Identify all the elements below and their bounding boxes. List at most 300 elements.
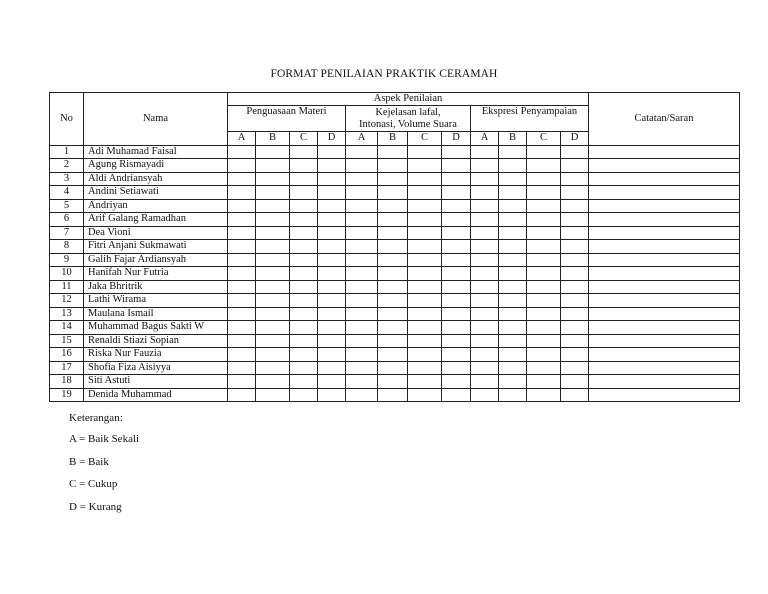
grade-cell bbox=[527, 388, 561, 402]
grade-cell bbox=[442, 226, 471, 240]
grade-cell bbox=[290, 267, 318, 281]
grade-cell bbox=[228, 159, 256, 173]
row-number: 14 bbox=[50, 321, 84, 335]
row-number: 6 bbox=[50, 213, 84, 227]
grade-cell bbox=[318, 307, 346, 321]
grade-cell bbox=[256, 375, 290, 389]
grade-cell bbox=[318, 388, 346, 402]
grade-cell bbox=[346, 213, 378, 227]
grade-cell bbox=[256, 240, 290, 254]
grade-cell bbox=[256, 361, 290, 375]
grade-cell bbox=[499, 159, 527, 173]
grade-cell bbox=[256, 348, 290, 362]
grade-cell bbox=[408, 361, 442, 375]
student-name: Siti Astuti bbox=[84, 375, 228, 389]
table-row bbox=[50, 294, 740, 308]
grade-cell bbox=[346, 388, 378, 402]
grade-cell bbox=[346, 172, 378, 186]
row-number: 3 bbox=[50, 172, 84, 186]
grade-cell bbox=[378, 226, 408, 240]
grade-cell bbox=[228, 213, 256, 227]
grade-cell bbox=[228, 186, 256, 200]
grade-cell bbox=[346, 267, 378, 281]
grade-cell bbox=[346, 199, 378, 213]
grade-cell bbox=[408, 240, 442, 254]
grade-cell bbox=[499, 199, 527, 213]
grade-cell bbox=[471, 145, 499, 159]
grade-cell bbox=[290, 361, 318, 375]
grade-cell bbox=[442, 145, 471, 159]
grade-cell bbox=[256, 294, 290, 308]
grade-cell bbox=[408, 348, 442, 362]
grade-cell bbox=[527, 186, 561, 200]
grade-cell bbox=[561, 307, 589, 321]
student-name: Jaka Bhritrik bbox=[84, 280, 228, 294]
grade-header-cell: B bbox=[378, 132, 408, 146]
grade-cell bbox=[471, 321, 499, 335]
grade-header-cell: B bbox=[499, 132, 527, 146]
grade-cell bbox=[228, 294, 256, 308]
grade-cell bbox=[346, 361, 378, 375]
grade-cell bbox=[527, 280, 561, 294]
grade-cell bbox=[408, 280, 442, 294]
row-number: 12 bbox=[50, 294, 84, 308]
grade-cell bbox=[471, 307, 499, 321]
grade-cell bbox=[471, 294, 499, 308]
student-name: Arif Galang Ramadhan bbox=[84, 213, 228, 227]
grade-cell bbox=[442, 213, 471, 227]
grade-cell bbox=[442, 307, 471, 321]
row-number: 7 bbox=[50, 226, 84, 240]
grade-cell bbox=[561, 145, 589, 159]
grade-cell bbox=[228, 361, 256, 375]
grade-cell bbox=[256, 280, 290, 294]
grade-cell bbox=[318, 159, 346, 173]
grade-cell bbox=[318, 172, 346, 186]
grade-cell bbox=[561, 388, 589, 402]
grade-cell bbox=[408, 159, 442, 173]
student-name: Riska Nur Fauzia bbox=[84, 348, 228, 362]
grade-cell bbox=[442, 280, 471, 294]
row-number: 8 bbox=[50, 240, 84, 254]
grade-cell bbox=[561, 348, 589, 362]
grade-cell bbox=[256, 307, 290, 321]
row-number: 13 bbox=[50, 307, 84, 321]
grade-cell bbox=[318, 240, 346, 254]
grade-cell bbox=[527, 294, 561, 308]
grade-cell bbox=[318, 145, 346, 159]
student-name: Adi Muhamad Faisal bbox=[84, 145, 228, 159]
catatan-cell bbox=[589, 375, 740, 389]
grade-header-cell: C bbox=[290, 132, 318, 146]
grade-cell bbox=[442, 388, 471, 402]
grade-cell bbox=[471, 240, 499, 254]
grade-cell bbox=[378, 361, 408, 375]
catatan-cell bbox=[589, 321, 740, 335]
grade-cell bbox=[290, 199, 318, 213]
grade-cell bbox=[290, 145, 318, 159]
catatan-cell bbox=[589, 361, 740, 375]
grade-cell bbox=[561, 361, 589, 375]
grade-cell bbox=[346, 348, 378, 362]
table-row bbox=[50, 199, 740, 213]
grade-cell bbox=[499, 307, 527, 321]
grade-cell bbox=[346, 307, 378, 321]
grade-cell bbox=[346, 240, 378, 254]
student-name: Renaldi Stiazi Sopian bbox=[84, 334, 228, 348]
catatan-cell bbox=[589, 280, 740, 294]
table-row bbox=[50, 213, 740, 227]
grade-cell bbox=[256, 186, 290, 200]
grade-cell bbox=[318, 334, 346, 348]
grade-cell bbox=[318, 321, 346, 335]
grade-cell bbox=[471, 280, 499, 294]
grade-cell bbox=[378, 145, 408, 159]
grade-cell bbox=[408, 226, 442, 240]
grade-cell bbox=[346, 159, 378, 173]
grade-cell bbox=[228, 375, 256, 389]
grade-cell bbox=[408, 199, 442, 213]
grade-cell bbox=[527, 267, 561, 281]
table-row bbox=[50, 172, 740, 186]
table-row bbox=[50, 253, 740, 267]
catatan-cell bbox=[589, 348, 740, 362]
grade-cell bbox=[527, 321, 561, 335]
grade-cell bbox=[527, 348, 561, 362]
grade-cell bbox=[228, 280, 256, 294]
grade-cell bbox=[499, 186, 527, 200]
grade-cell bbox=[442, 267, 471, 281]
grade-cell bbox=[318, 199, 346, 213]
grade-cell bbox=[499, 334, 527, 348]
table-row bbox=[50, 361, 740, 375]
grade-cell bbox=[499, 267, 527, 281]
assessment-table bbox=[49, 92, 740, 402]
catatan-cell bbox=[589, 334, 740, 348]
student-name: Dea Vioni bbox=[84, 226, 228, 240]
grade-header-cell: D bbox=[561, 132, 589, 146]
grade-cell bbox=[290, 307, 318, 321]
grade-cell bbox=[408, 145, 442, 159]
table-row bbox=[50, 348, 740, 362]
grade-cell bbox=[561, 375, 589, 389]
grade-cell bbox=[228, 226, 256, 240]
grade-cell bbox=[346, 280, 378, 294]
grade-cell bbox=[228, 199, 256, 213]
grade-cell bbox=[378, 348, 408, 362]
grade-cell bbox=[442, 199, 471, 213]
grade-cell bbox=[256, 334, 290, 348]
grade-cell bbox=[290, 280, 318, 294]
legend-item-b: B = Baik bbox=[69, 456, 109, 468]
header-kejelasan bbox=[346, 106, 471, 132]
table-row bbox=[50, 388, 740, 402]
grade-cell bbox=[561, 267, 589, 281]
grade-cell bbox=[442, 361, 471, 375]
grade-cell bbox=[527, 375, 561, 389]
grade-cell bbox=[408, 334, 442, 348]
grade-cell bbox=[256, 199, 290, 213]
page-title: FORMAT PENILAIAN PRAKTIK CERAMAH bbox=[270, 68, 498, 80]
catatan-cell bbox=[589, 253, 740, 267]
catatan-cell bbox=[589, 294, 740, 308]
grade-cell bbox=[256, 321, 290, 335]
row-number: 17 bbox=[50, 361, 84, 375]
grade-cell bbox=[408, 213, 442, 227]
grade-cell bbox=[228, 334, 256, 348]
grade-cell bbox=[527, 253, 561, 267]
header-nama: Nama bbox=[84, 93, 228, 146]
grade-cell bbox=[527, 172, 561, 186]
grade-cell bbox=[471, 186, 499, 200]
grade-cell bbox=[561, 213, 589, 227]
grade-cell bbox=[228, 267, 256, 281]
row-number: 4 bbox=[50, 186, 84, 200]
table-row bbox=[50, 321, 740, 335]
student-name: Muhammad Bagus Sakti W bbox=[84, 321, 228, 335]
legend-item-c: C = Cukup bbox=[69, 478, 118, 490]
header-ekspresi-penyampaian: Ekspresi Penyampaian bbox=[471, 106, 589, 132]
grade-cell bbox=[527, 307, 561, 321]
row-number: 19 bbox=[50, 388, 84, 402]
student-name: Andini Setiawati bbox=[84, 186, 228, 200]
grade-cell bbox=[378, 159, 408, 173]
grade-cell bbox=[256, 253, 290, 267]
student-name: Fitri Anjani Sukmawati bbox=[84, 240, 228, 254]
grade-cell bbox=[561, 159, 589, 173]
grade-cell bbox=[290, 159, 318, 173]
student-name: Galih Fajar Ardiansyah bbox=[84, 253, 228, 267]
grade-cell bbox=[290, 294, 318, 308]
grade-cell bbox=[499, 240, 527, 254]
grade-cell bbox=[408, 253, 442, 267]
grade-cell bbox=[378, 172, 408, 186]
grade-cell bbox=[499, 348, 527, 362]
grade-cell bbox=[527, 145, 561, 159]
student-name: Lathi Wirama bbox=[84, 294, 228, 308]
grade-cell bbox=[471, 334, 499, 348]
table-row bbox=[50, 307, 740, 321]
grade-cell bbox=[561, 199, 589, 213]
student-name: Hanifah Nur Futria bbox=[84, 267, 228, 281]
header-no: No bbox=[50, 93, 84, 146]
grade-cell bbox=[561, 226, 589, 240]
table-row bbox=[50, 334, 740, 348]
student-rows bbox=[50, 145, 740, 402]
grade-cell bbox=[228, 388, 256, 402]
student-name: Maulana Ismail bbox=[84, 307, 228, 321]
grade-cell bbox=[527, 213, 561, 227]
header-catatan-saran: Catatan/Saran bbox=[589, 93, 740, 146]
grade-cell bbox=[471, 253, 499, 267]
catatan-cell bbox=[589, 388, 740, 402]
catatan-cell bbox=[589, 172, 740, 186]
grade-cell bbox=[228, 348, 256, 362]
catatan-cell bbox=[589, 186, 740, 200]
grade-cell bbox=[318, 280, 346, 294]
grade-cell bbox=[290, 348, 318, 362]
grade-cell bbox=[256, 267, 290, 281]
grade-cell bbox=[378, 375, 408, 389]
grade-cell bbox=[290, 334, 318, 348]
grade-cell bbox=[228, 240, 256, 254]
grade-cell bbox=[256, 213, 290, 227]
header-kejelasan-line2: Intonasi, Volume Suara bbox=[359, 118, 457, 130]
grade-cell bbox=[346, 186, 378, 200]
grade-cell bbox=[228, 253, 256, 267]
grade-cell bbox=[408, 186, 442, 200]
student-name: Denida Muhammad bbox=[84, 388, 228, 402]
grade-cell bbox=[408, 172, 442, 186]
grade-cell bbox=[378, 280, 408, 294]
grade-cell bbox=[318, 267, 346, 281]
header-penguasaan-materi: Penguasaan Materi bbox=[228, 106, 346, 132]
grade-cell bbox=[290, 375, 318, 389]
grade-cell bbox=[378, 186, 408, 200]
grade-cell bbox=[442, 253, 471, 267]
grade-cell bbox=[471, 213, 499, 227]
grade-cell bbox=[527, 334, 561, 348]
grade-cell bbox=[527, 226, 561, 240]
grade-cell bbox=[290, 321, 318, 335]
grade-cell bbox=[346, 375, 378, 389]
grade-cell bbox=[499, 226, 527, 240]
grade-cell bbox=[228, 307, 256, 321]
grade-cell bbox=[561, 172, 589, 186]
grade-cell bbox=[290, 226, 318, 240]
grade-cell bbox=[471, 226, 499, 240]
legend-item-d: D = Kurang bbox=[69, 501, 122, 513]
grade-cell bbox=[318, 213, 346, 227]
grade-cell bbox=[471, 375, 499, 389]
grade-cell bbox=[499, 172, 527, 186]
grade-header-cell: D bbox=[318, 132, 346, 146]
grade-cell bbox=[256, 388, 290, 402]
grade-cell bbox=[256, 145, 290, 159]
grade-cell bbox=[561, 321, 589, 335]
grade-cell bbox=[346, 253, 378, 267]
row-number: 16 bbox=[50, 348, 84, 362]
grade-header-cell: A bbox=[471, 132, 499, 146]
grade-cell bbox=[471, 199, 499, 213]
grade-cell bbox=[527, 159, 561, 173]
grade-cell bbox=[290, 186, 318, 200]
grade-cell bbox=[256, 172, 290, 186]
grade-cell bbox=[378, 307, 408, 321]
grade-cell bbox=[378, 388, 408, 402]
grade-cell bbox=[408, 388, 442, 402]
grade-cell bbox=[499, 361, 527, 375]
grade-header-cell: B bbox=[256, 132, 290, 146]
grade-cell bbox=[318, 348, 346, 362]
grade-cell bbox=[499, 280, 527, 294]
grade-cell bbox=[228, 321, 256, 335]
row-number: 9 bbox=[50, 253, 84, 267]
grade-cell bbox=[290, 213, 318, 227]
grade-cell bbox=[408, 294, 442, 308]
row-number: 10 bbox=[50, 267, 84, 281]
student-name: Andriyan bbox=[84, 199, 228, 213]
row-number: 5 bbox=[50, 199, 84, 213]
grade-cell bbox=[442, 172, 471, 186]
legend-item-a: A = Baik Sekali bbox=[69, 433, 140, 445]
grade-cell bbox=[527, 361, 561, 375]
grade-cell bbox=[290, 388, 318, 402]
catatan-cell bbox=[589, 226, 740, 240]
catatan-cell bbox=[589, 307, 740, 321]
grade-cell bbox=[256, 226, 290, 240]
grade-cell bbox=[442, 334, 471, 348]
grade-cell bbox=[442, 348, 471, 362]
grade-cell bbox=[561, 253, 589, 267]
grade-cell bbox=[378, 321, 408, 335]
grade-cell bbox=[561, 294, 589, 308]
grade-cell bbox=[346, 226, 378, 240]
grade-cell bbox=[471, 267, 499, 281]
table-row bbox=[50, 226, 740, 240]
grade-cell bbox=[346, 334, 378, 348]
grade-cell bbox=[499, 321, 527, 335]
catatan-cell bbox=[589, 199, 740, 213]
grade-cell bbox=[290, 253, 318, 267]
row-number: 1 bbox=[50, 145, 84, 159]
grade-header-cell: A bbox=[228, 132, 256, 146]
table-row bbox=[50, 240, 740, 254]
grade-cell bbox=[442, 186, 471, 200]
grade-cell bbox=[408, 267, 442, 281]
row-number: 18 bbox=[50, 375, 84, 389]
catatan-cell bbox=[589, 267, 740, 281]
grade-cell bbox=[290, 172, 318, 186]
table-row bbox=[50, 267, 740, 281]
header-aspek-penilaian: Aspek Penilaian bbox=[228, 93, 589, 106]
grade-cell bbox=[378, 199, 408, 213]
grade-header-cell: C bbox=[527, 132, 561, 146]
grade-header-cell: A bbox=[346, 132, 378, 146]
grade-cell bbox=[499, 294, 527, 308]
grade-cell bbox=[346, 321, 378, 335]
grade-cell bbox=[346, 294, 378, 308]
catatan-cell bbox=[589, 213, 740, 227]
grade-cell bbox=[442, 159, 471, 173]
grade-cell bbox=[408, 375, 442, 389]
grade-cell bbox=[290, 240, 318, 254]
grade-cell bbox=[318, 226, 346, 240]
grade-cell bbox=[499, 375, 527, 389]
catatan-cell bbox=[589, 159, 740, 173]
grade-header-cell: C bbox=[408, 132, 442, 146]
grade-cell bbox=[256, 159, 290, 173]
grade-cell bbox=[378, 294, 408, 308]
grade-cell bbox=[378, 267, 408, 281]
row-number: 2 bbox=[50, 159, 84, 173]
table-row bbox=[50, 186, 740, 200]
grade-cell bbox=[561, 240, 589, 254]
grade-cell bbox=[346, 145, 378, 159]
student-name: Aldi Andriansyah bbox=[84, 172, 228, 186]
legend-heading: Keterangan: bbox=[69, 412, 123, 424]
grade-cell bbox=[378, 334, 408, 348]
row-number: 15 bbox=[50, 334, 84, 348]
grade-cell bbox=[561, 334, 589, 348]
grade-cell bbox=[442, 240, 471, 254]
grade-cell bbox=[378, 253, 408, 267]
student-name: Agung Rismayadi bbox=[84, 159, 228, 173]
grade-cell bbox=[408, 321, 442, 335]
grade-cell bbox=[442, 375, 471, 389]
grade-cell bbox=[318, 375, 346, 389]
catatan-cell bbox=[589, 240, 740, 254]
